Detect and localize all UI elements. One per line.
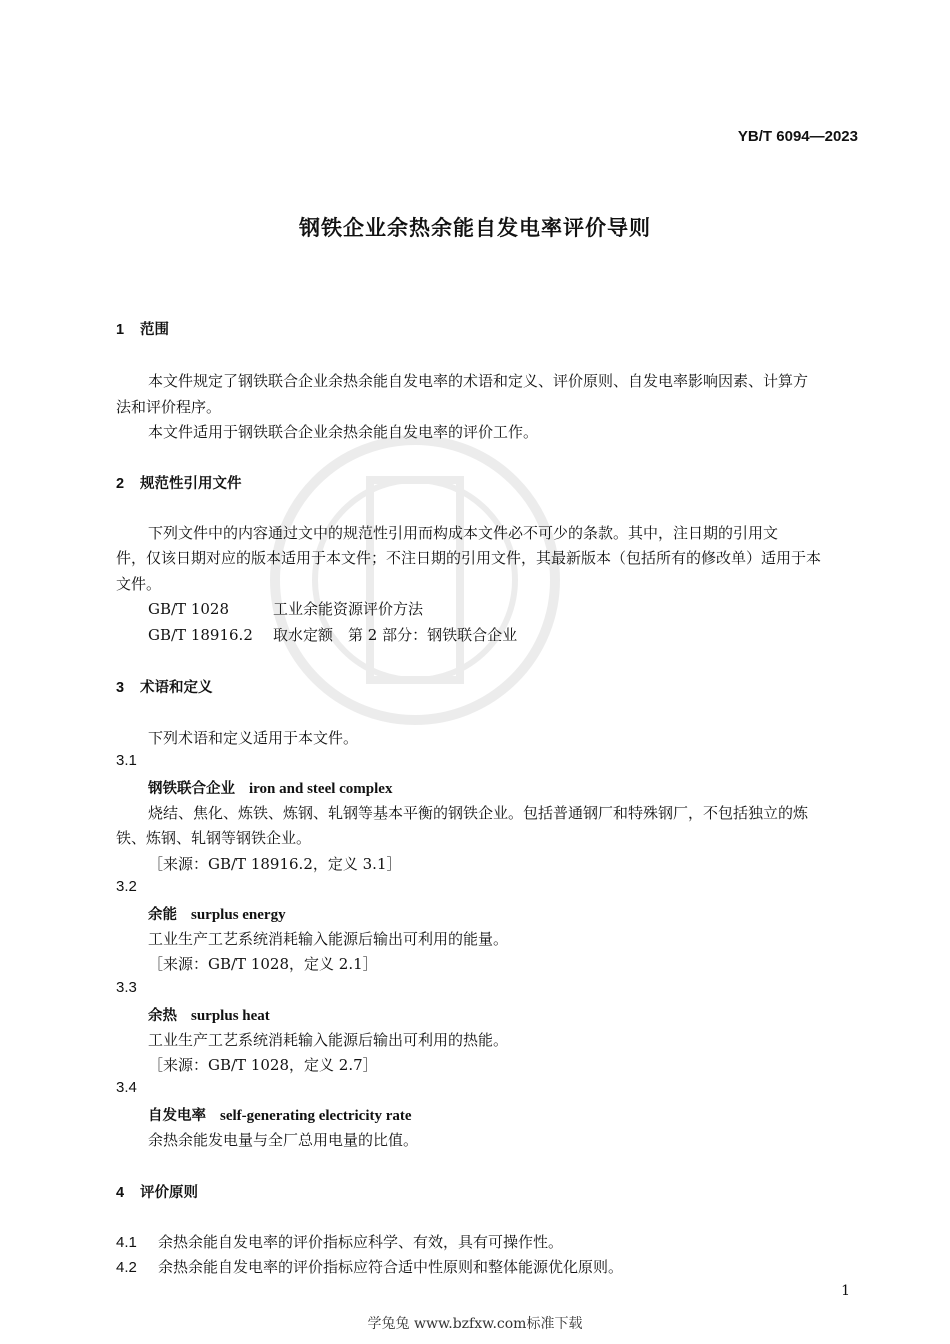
clause-4-1 xyxy=(116,1231,563,1252)
term-en: self-generating electricity rate xyxy=(220,1108,412,1124)
section-heading-normative-references xyxy=(116,472,242,493)
watermark-seal xyxy=(265,420,565,740)
term-definition-line: 铁、炼钢、轧钢等钢铁企业。 xyxy=(116,829,312,847)
clause-text: 余热余能自发电率的评价指标应符合适中性原则和整体能源优化原则。 xyxy=(158,1258,624,1276)
term-en: iron and steel complex xyxy=(249,781,393,797)
section-number: 4 xyxy=(116,1185,125,1201)
reference-name: 取水定额 第 2 部分：钢铁联合企业 xyxy=(273,626,518,644)
paragraph-line: 法和评价程序。 xyxy=(116,398,222,416)
term-en: surplus energy xyxy=(191,907,286,923)
paragraph-line: 件，仅该日期对应的版本适用于本文件；不注日期的引用文件，其最新版本（包括所有的修改单）适用于本 xyxy=(116,549,822,567)
section-title: 术语和定义 xyxy=(140,680,213,696)
section-heading-principles xyxy=(116,1181,198,1202)
term-number: 3.2 xyxy=(116,878,137,895)
term-zh: 余能 xyxy=(148,907,177,923)
section-title: 范围 xyxy=(140,322,169,338)
term-entry xyxy=(148,777,392,798)
paragraph-line: 下列文件中的内容通过文中的规范性引用而构成本文件必不可少的条款。其中，注日期的引用文 xyxy=(148,524,779,542)
term-source: ［来源：GB/T 1028，定义 2.7］ xyxy=(148,1056,378,1074)
section-heading-terms xyxy=(116,676,213,697)
term-definition-line: 工业生产工艺系统消耗输入能源后输出可利用的能量。 xyxy=(148,930,509,948)
term-zh: 钢铁联合企业 xyxy=(148,781,235,797)
standard-code: YB/T 6094—2023 xyxy=(737,128,858,145)
term-source: ［来源：GB/T 1028，定义 2.1］ xyxy=(148,955,378,973)
reference-item xyxy=(148,598,423,619)
term-definition-line: 工业生产工艺系统消耗输入能源后输出可利用的热能。 xyxy=(148,1031,509,1049)
term-zh: 余热 xyxy=(148,1008,177,1024)
footer-watermark-text: 学兔兔 www.bzfxw.com标准下载 xyxy=(367,1316,583,1332)
section-number: 2 xyxy=(116,476,125,492)
term-source: ［来源：GB/T 18916.2，定义 3.1］ xyxy=(148,855,402,873)
reference-name: 工业余能资源评价方法 xyxy=(273,600,424,618)
section-heading-scope xyxy=(116,318,169,339)
document-title: 钢铁企业余热余能自发电率评价导则 xyxy=(299,216,651,240)
page-number: 1 xyxy=(841,1283,850,1299)
reference-item xyxy=(148,624,517,645)
section-number: 1 xyxy=(116,322,125,338)
clause-number: 4.2 xyxy=(116,1259,137,1276)
reference-code: GB/T 1028 xyxy=(148,600,230,618)
reference-code: GB/T 18916.2 xyxy=(148,626,253,644)
clause-text: 余热余能自发电率的评价指标应科学、有效，具有可操作性。 xyxy=(158,1233,564,1251)
section-title: 规范性引用文件 xyxy=(140,476,242,492)
paragraph-line: 下列术语和定义适用于本文件。 xyxy=(148,729,359,747)
term-number: 3.1 xyxy=(116,752,137,769)
clause-4-2 xyxy=(116,1256,623,1277)
clause-number: 4.1 xyxy=(116,1234,137,1251)
term-definition-line: 烧结、焦化、炼铁、炼钢、轧钢等基本平衡的钢铁企业。包括普通钢厂和特殊钢厂，不包括独立的炼 xyxy=(148,804,809,822)
paragraph-line: 本文件适用于钢铁联合企业余热余能自发电率的评价工作。 xyxy=(148,423,539,441)
term-en: surplus heat xyxy=(191,1008,270,1024)
term-number: 3.4 xyxy=(116,1079,137,1096)
term-entry xyxy=(148,1004,270,1025)
term-entry xyxy=(148,903,286,924)
term-entry xyxy=(148,1104,412,1125)
paragraph-line: 本文件规定了钢铁联合企业余热余能自发电率的术语和定义、评价原则、自发电率影响因素、计算方 xyxy=(148,372,809,390)
section-number: 3 xyxy=(116,680,125,696)
term-definition-line: 余热余能发电量与全厂总用电量的比值。 xyxy=(148,1131,419,1149)
term-number: 3.3 xyxy=(116,979,137,996)
section-title: 评价原则 xyxy=(140,1185,198,1201)
paragraph-line: 文件。 xyxy=(116,575,162,593)
term-zh: 自发电率 xyxy=(148,1108,206,1124)
